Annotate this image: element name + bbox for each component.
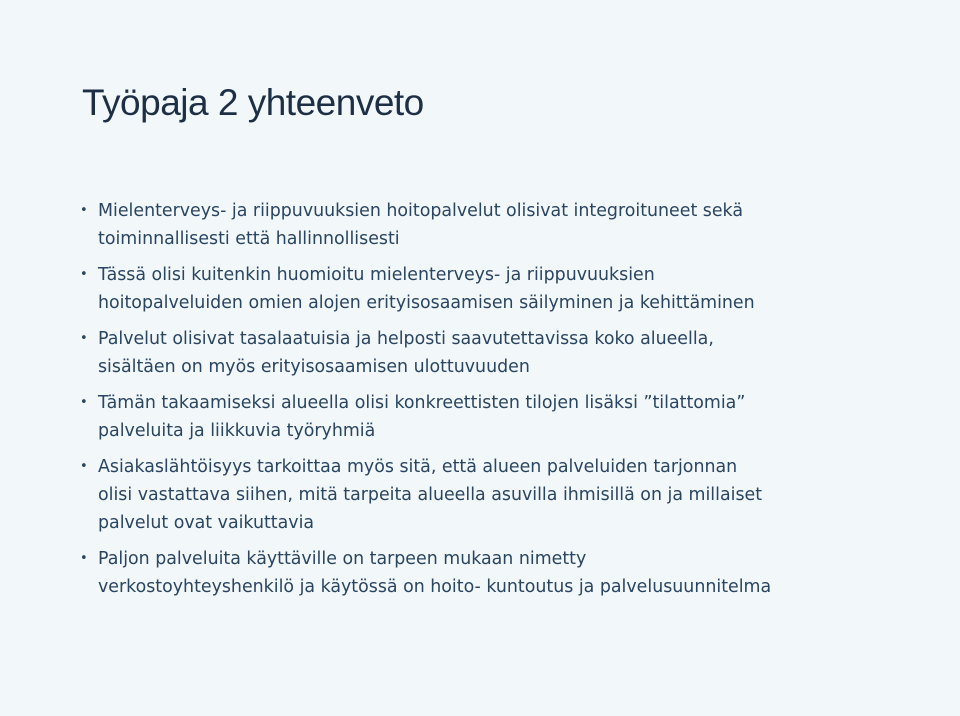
bullet-list [80,197,920,609]
bullet-item [80,545,920,601]
bullet-text: Palvelut olisivat tasalaatuisia ja helposti saavutettavissa koko alueella, sisältäen on myös erityisosaamisen ulottuvuuden [98,329,714,377]
bullet-marker-icon: • [80,203,88,218]
bullet-text: Paljon palveluita käyttäville on tarpeen mukaan nimetty verkostoyhteyshenkilö ja käytössä on hoito- kuntoutus ja palvelusuunnitelma [98,549,772,597]
bullet-marker-icon: • [80,551,88,566]
bullet-item [80,197,920,253]
bullet-text: Tämän takaamiseksi alueella olisi konkreettisten tilojen lisäksi ”tilattomia” palveluita ja liikkuvia työryhmiä [98,393,746,441]
bullet-item [80,261,920,317]
bullet-marker-icon: • [80,459,88,474]
bullet-text: Mielenterveys- ja riippuvuuksien hoitopalvelut olisivat integroituneet sekä toiminnallisesti että hallinnollisesti [98,201,743,249]
bullet-item [80,389,920,445]
bullet-text: Asiakaslähtöisyys tarkoittaa myös sitä, että alueen palveluiden tarjonnan olisi vastattava siihen, mitä tarpeita alueella asuvilla ihmisillä on ja millaiset palvelut ovat vaikuttavia [98,457,763,533]
slide-title: Työpaja 2 yhteenveto [82,82,424,123]
bullet-marker-icon: • [80,395,88,410]
bullet-marker-icon: • [80,331,88,346]
bullet-text: Tässä olisi kuitenkin huomioitu mielenterveys- ja riippuvuuksien hoitopalveluiden omien alojen erityisosaamisen säilyminen ja kehittäminen [98,265,755,313]
bullet-item [80,325,920,381]
bullet-item [80,453,920,537]
bullet-marker-icon: • [80,267,88,282]
